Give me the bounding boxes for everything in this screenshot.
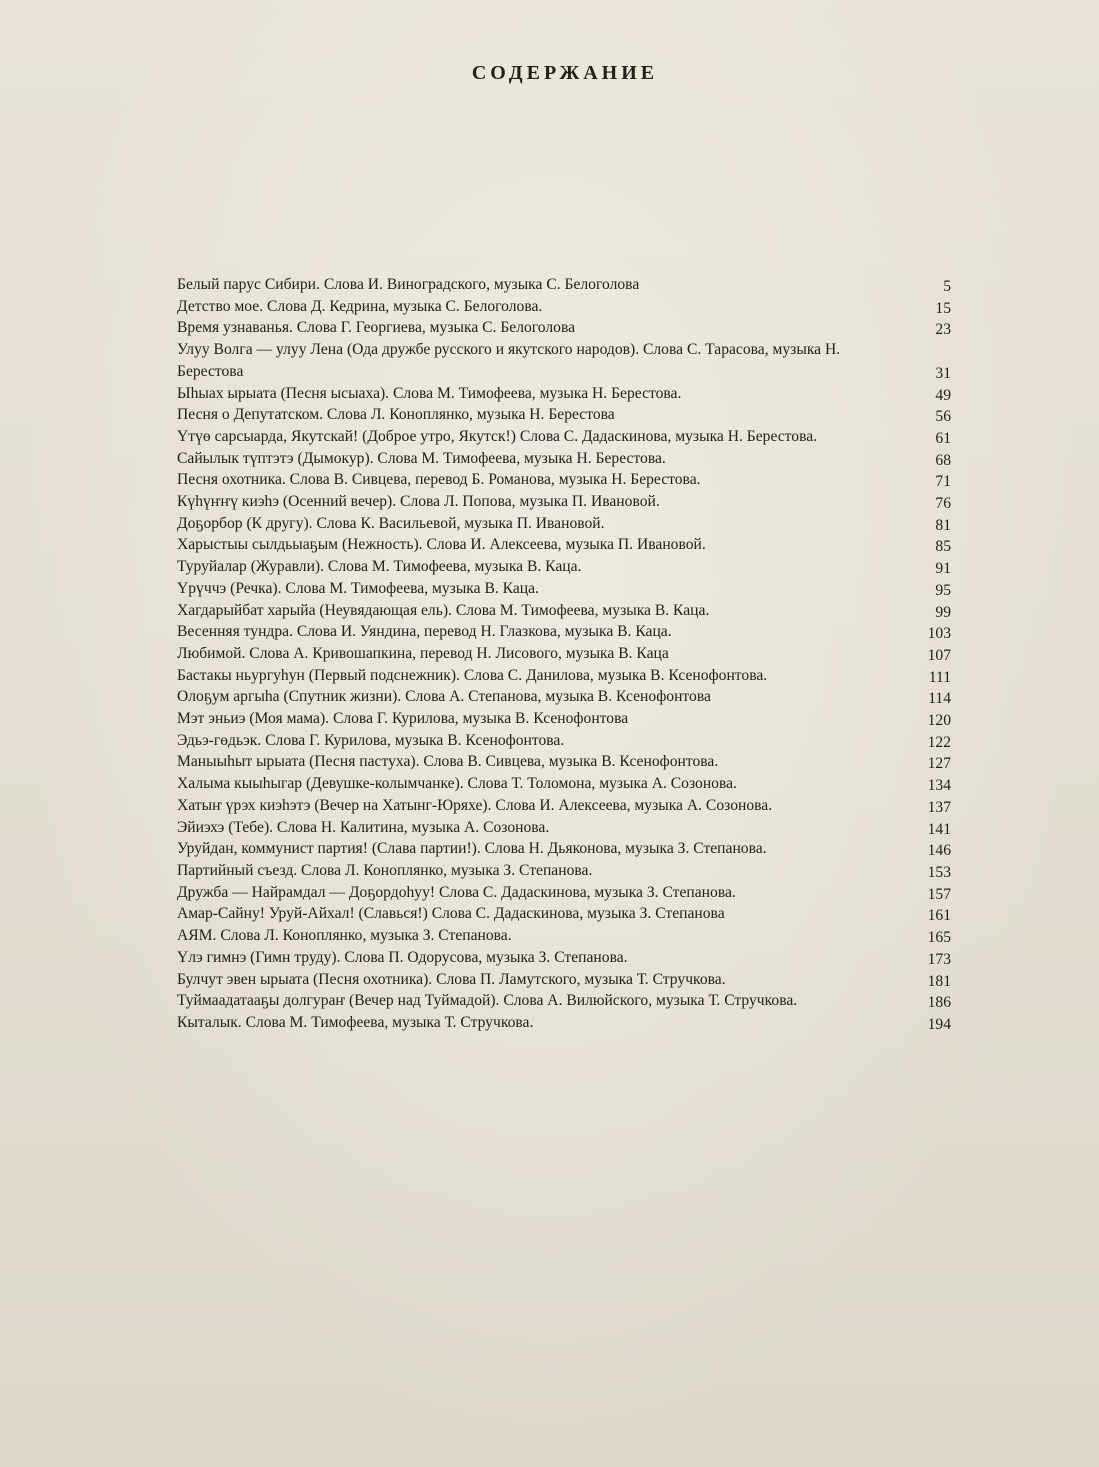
toc-entry: [177, 513, 953, 535]
toc-entry: [177, 947, 953, 969]
toc-entry-page: 122: [927, 733, 951, 751]
toc-entry: [177, 903, 953, 925]
toc-entry-page: 194: [927, 1015, 951, 1033]
toc-entry-text: Күһүҥҥү киэһэ (Осенний вечер). Слова Л. Попова, музыка П. Ивановой.: [177, 493, 660, 511]
toc-entry-page: 56: [935, 408, 951, 426]
toc-entry-text: Хатыҥ үрэх киэһэтэ (Вечер на Хатынг-Юряхе). Слова И. Алексеева, музыка А. Созонова.: [177, 796, 773, 814]
toc-entry: [177, 1012, 953, 1034]
page-title: СОДЕРЖАНИЕ: [471, 62, 659, 84]
toc-entry: [177, 730, 953, 752]
toc-entry-page: 114: [928, 690, 951, 708]
toc-entry: [177, 448, 953, 470]
toc-entry-text: Ыһыах ырыата (Песня ысыаха). Слова М. Тимофеева, музыка Н. Берестова.: [177, 384, 682, 402]
toc-entry-page: 71: [935, 473, 951, 491]
toc-entry-text: Харыстыы сылдьыаҕым (Нежность). Слова И. Алексеева, музыка П. Ивановой.: [177, 536, 706, 554]
toc-entry-page: 134: [927, 777, 951, 795]
toc-entry-text: Партийный съезд. Слова Л. Коноплянко, музыка З. Степанова.: [177, 861, 593, 879]
toc-entry-text: Хагдарыйбат харыйа (Неувядающая ель). Слова М. Тимофеева, музыка В. Каца.: [177, 601, 710, 619]
toc-entry: [177, 925, 953, 947]
toc-entry: [177, 860, 953, 882]
toc-entry-page: 153: [927, 863, 951, 881]
toc-entry: [177, 708, 953, 730]
toc-entry-page: 141: [927, 820, 951, 838]
toc-entry: [177, 621, 953, 643]
toc-entry-page: 181: [927, 972, 951, 990]
toc-entry-page: 146: [927, 842, 951, 860]
toc-entry: [177, 383, 953, 405]
toc-entry-page: 165: [927, 929, 951, 947]
toc-entry-text: Весенняя тундра. Слова И. Уяндина, перевод Н. Глазкова, музыка В. Каца.: [177, 623, 672, 641]
toc-entry-page: 107: [927, 646, 951, 664]
toc-entry: [177, 882, 953, 904]
toc-entry-text: Любимой. Слова А. Кривошапкина, перевод Н. Лисового, музыка В. Каца: [177, 644, 669, 662]
toc-entry: [177, 469, 953, 491]
toc-entry-text: Маныыһыт ырыата (Песня пастуха). Слова В. Сивцева, музыка В. Ксенофонтова.: [177, 753, 719, 771]
toc-entry: [177, 296, 953, 318]
toc-entry-page: 137: [927, 798, 951, 816]
toc-entry-page: 127: [927, 755, 951, 773]
toc-entry-text: Булчут эвен ырыата (Песня охотника). Слова П. Ламутского, музыка Т. Стручкова.: [177, 970, 726, 988]
toc-entry-text: Уруйдан, коммунист партия! (Слава партии!). Слова Н. Дьяконова, музыка З. Степанова.: [177, 840, 767, 858]
toc-entry-text: Улуу Волга — улуу Лена (Ода дружбе русского и якутского народов). Слова С. Тарасова, музыка Н. Берестова: [177, 341, 841, 380]
toc-entry-text: Кыталык. Слова М. Тимофеева, музыка Т. Стручкова.: [177, 1013, 534, 1031]
toc-entry-text: Песня охотника. Слова В. Сивцева, перевод Б. Романова, музыка Н. Берестова.: [177, 471, 701, 489]
toc-entry: [177, 274, 953, 296]
toc-entry: [177, 990, 953, 1012]
toc-entry-page: 15: [935, 299, 951, 317]
toc-entry-page: 157: [927, 885, 951, 903]
toc-entry-text: Время узнаванья. Слова Г. Георгиева, музыка С. Белоголова: [177, 319, 576, 337]
toc-entry-page: 61: [935, 429, 951, 447]
toc-entry: [177, 404, 953, 426]
toc-entry-text: Амар-Сайну! Уруй-Айхал! (Славься!) Слова С. Дадаскинова, музыка З. Степанова: [177, 905, 725, 923]
toc-entry: [177, 600, 953, 622]
toc-entry: [177, 317, 953, 339]
toc-entry: [177, 817, 953, 839]
toc-entry-text: Үлэ гимнэ (Гимн труду). Слова П. Одорусова, музыка З. Степанова.: [177, 948, 628, 966]
toc-entry-page: 85: [935, 538, 951, 556]
toc-entry-page: 103: [927, 625, 951, 643]
toc-entry-page: 68: [935, 451, 951, 469]
toc-entry-text: Туймаадатааҕы долгураҥ (Вечер над Туймадой). Слова А. Вилюйского, музыка Т. Стручкова.: [177, 992, 798, 1010]
toc-entry: [177, 838, 953, 860]
toc-entry-page: 91: [935, 560, 951, 578]
toc-entry-page: 120: [927, 712, 951, 730]
toc-entry-text: Эдьэ-гөдьэк. Слова Г. Курилова, музыка В. Ксенофонтова.: [177, 731, 565, 749]
toc-entry-text: АЯМ. Слова Л. Коноплянко, музыка З. Степанова.: [177, 927, 512, 945]
toc-entry-text: Детство мое. Слова Д. Кедрина, музыка С. Белоголова.: [177, 297, 543, 315]
toc-entry-text: Үрүччэ (Речка). Слова М. Тимофеева, музыка В. Каца.: [177, 579, 539, 597]
toc-entry: [177, 795, 953, 817]
toc-entry-page: 5: [943, 278, 951, 295]
toc-entry: [177, 556, 953, 578]
toc-entry-page: 31: [935, 364, 951, 382]
toc-entry: [177, 534, 953, 556]
toc-entry-page: 186: [927, 994, 951, 1012]
toc-entry-page: 173: [927, 950, 951, 968]
toc-entry: [177, 751, 953, 773]
toc-entry: [177, 491, 953, 513]
toc-entry-page: 111: [928, 668, 951, 686]
toc-entry-page: 49: [935, 386, 951, 404]
toc-entry-text: Мэт эньиэ (Моя мама). Слова Г. Курилова, музыка В. Ксенофонтова: [177, 710, 629, 728]
toc-entry: [177, 426, 953, 448]
toc-entry: [177, 339, 953, 382]
toc-entry-page: 95: [935, 581, 951, 599]
toc-entry-text: Доҕорбор (К другу). Слова К. Васильевой, музыка П. Ивановой.: [177, 514, 605, 532]
toc-entry-text: Бастакы ньургуһун (Первый подснежник). Слова С. Данилова, музыка В. Ксенофонтова.: [177, 666, 768, 684]
toc-entry-page: 81: [935, 516, 951, 534]
toc-entry-text: Дружба — Найрамдал — Доҕордоһуу! Слова С. Дадаскинова, музыка З. Степанова.: [177, 883, 736, 901]
toc-entry-text: Сайылык түптэтэ (Дымокур). Слова М. Тимофеева, музыка Н. Берестова.: [177, 449, 666, 467]
toc-entry: [177, 643, 953, 665]
table-of-contents: [177, 274, 953, 1034]
toc-entry-text: Туруйалар (Журавли). Слова М. Тимофеева, музыка В. Каца.: [177, 558, 582, 576]
toc-entry: [177, 969, 953, 991]
toc-entry: [177, 773, 953, 795]
toc-entry-page: 76: [935, 495, 951, 513]
toc-entry-text: Олоҕум аргыһа (Спутник жизни). Слова А. Степанова, музыка В. Ксенофонтова: [177, 688, 711, 706]
toc-entry-text: Халыма кыыһыгар (Девушке-колымчанке). Слова Т. Толомона, музыка А. Созонова.: [177, 775, 737, 793]
toc-entry: [177, 578, 953, 600]
toc-entry: [177, 686, 953, 708]
toc-entry-page: 23: [935, 321, 951, 339]
toc-entry: [177, 665, 953, 687]
toc-entry-text: Үтүө сарсыарда, Якутскай! (Доброе утро, Якутск!) Слова С. Дадаскинова, музыка Н. Берестова.: [177, 427, 818, 445]
toc-entry-page: 99: [935, 603, 951, 621]
toc-entry-text: Песня о Депутатском. Слова Л. Коноплянко, музыка Н. Берестова: [177, 406, 615, 424]
toc-entry-page: 161: [927, 907, 951, 925]
toc-entry-text: Эйиэхэ (Тебе). Слова Н. Калитина, музыка А. Созонова.: [177, 818, 550, 836]
toc-entry-text: Белый парус Сибири. Слова И. Виноградского, музыка С. Белоголова: [177, 276, 640, 293]
